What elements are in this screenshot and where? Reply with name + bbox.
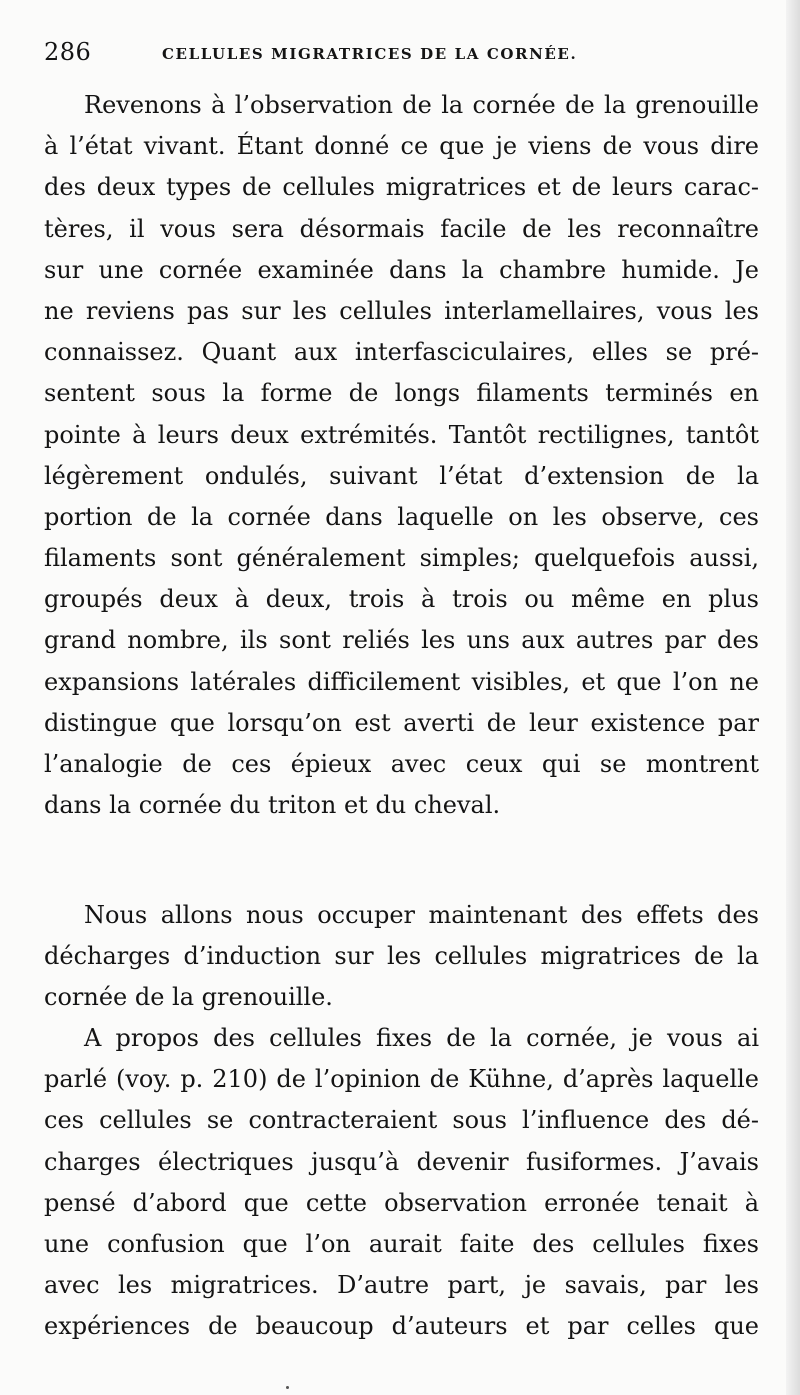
text-line: légèrement ondulés, suivant l’état d’extension de la xyxy=(44,461,759,490)
text-line: expansions latérales difficilement visibles, et que l’on ne xyxy=(44,667,759,696)
text-line: groupés deux à deux, trois à trois ou même en plus xyxy=(44,585,759,614)
text-line: distingue que lorsqu’on est averti de leur existence par xyxy=(44,708,759,737)
paragraph-cellules-fixes xyxy=(44,1018,759,1348)
page-number: 286 xyxy=(44,38,92,66)
text-line: connaissez. Quant aux interfasciculaires, elles se pré- xyxy=(44,338,759,367)
text-line: portion de la cornée dans laquelle on les observe, ces xyxy=(44,502,759,531)
paragraph-observation-cornee xyxy=(44,85,759,826)
paragraph-decharges-induction xyxy=(44,895,759,1019)
running-title: CELLULES MIGRATRICES DE LA CORNÉE. xyxy=(162,45,578,63)
text-line: dans la cornée du triton et du cheval. xyxy=(44,791,501,820)
page-header xyxy=(44,38,759,78)
text-line: cornée de la grenouille. xyxy=(44,983,333,1012)
text-line: parlé (voy. p. 210) de l’opinion de Kühne, d’après laquelle xyxy=(44,1065,759,1094)
text-line: des deux types de cellules migratrices et de leurs carac- xyxy=(44,173,759,202)
text-line: grand nombre, ils sont reliés les uns aux autres par des xyxy=(44,626,759,655)
text-line: à l’état vivant. Étant donné ce que je viens de vous dire xyxy=(44,132,759,161)
text-line: Nous allons nous occuper maintenant des effets des xyxy=(84,901,759,929)
text-line: l’analogie de ces épieux avec ceux qui se montrent xyxy=(44,750,759,778)
text-line: ne reviens pas sur les cellules interlamellaires, vous les xyxy=(44,296,759,325)
text-line: décharges d’induction sur les cellules migratrices de la xyxy=(44,942,759,971)
text-line: une confusion que l’on aurait faite des cellules fixes xyxy=(44,1229,759,1258)
text-line: pensé d’abord que cette observation erronée tenait à xyxy=(44,1188,759,1217)
text-line: sentent sous la forme de longs filaments terminés en xyxy=(44,379,759,408)
text-line: ces cellules se contracteraient sous l’influence des dé- xyxy=(44,1106,759,1135)
text-line: A propos des cellules fixes de la cornée, je vous ai xyxy=(84,1024,759,1052)
text-line: tères, il vous sera désormais facile de les reconnaître xyxy=(44,214,759,243)
page-edge xyxy=(786,0,800,1395)
text-line: pointe à leurs deux extrémités. Tantôt rectilignes, tantôt xyxy=(44,420,759,449)
text-line: avec les migratrices. D’autre part, je savais, par les xyxy=(44,1271,759,1300)
text-line: charges électriques jusqu’à devenir fusiformes. J’avais xyxy=(44,1147,759,1176)
print-speck xyxy=(286,1386,289,1389)
text-line: filaments sont généralement simples; quelquefois aussi, xyxy=(44,544,759,573)
text-line: Revenons à l’observation de la cornée de la grenouille xyxy=(84,91,759,119)
text-line: sur une cornée examinée dans la chambre humide. Je xyxy=(44,255,759,284)
text-line: expériences de beaucoup d’auteurs et par celles que xyxy=(44,1312,759,1341)
